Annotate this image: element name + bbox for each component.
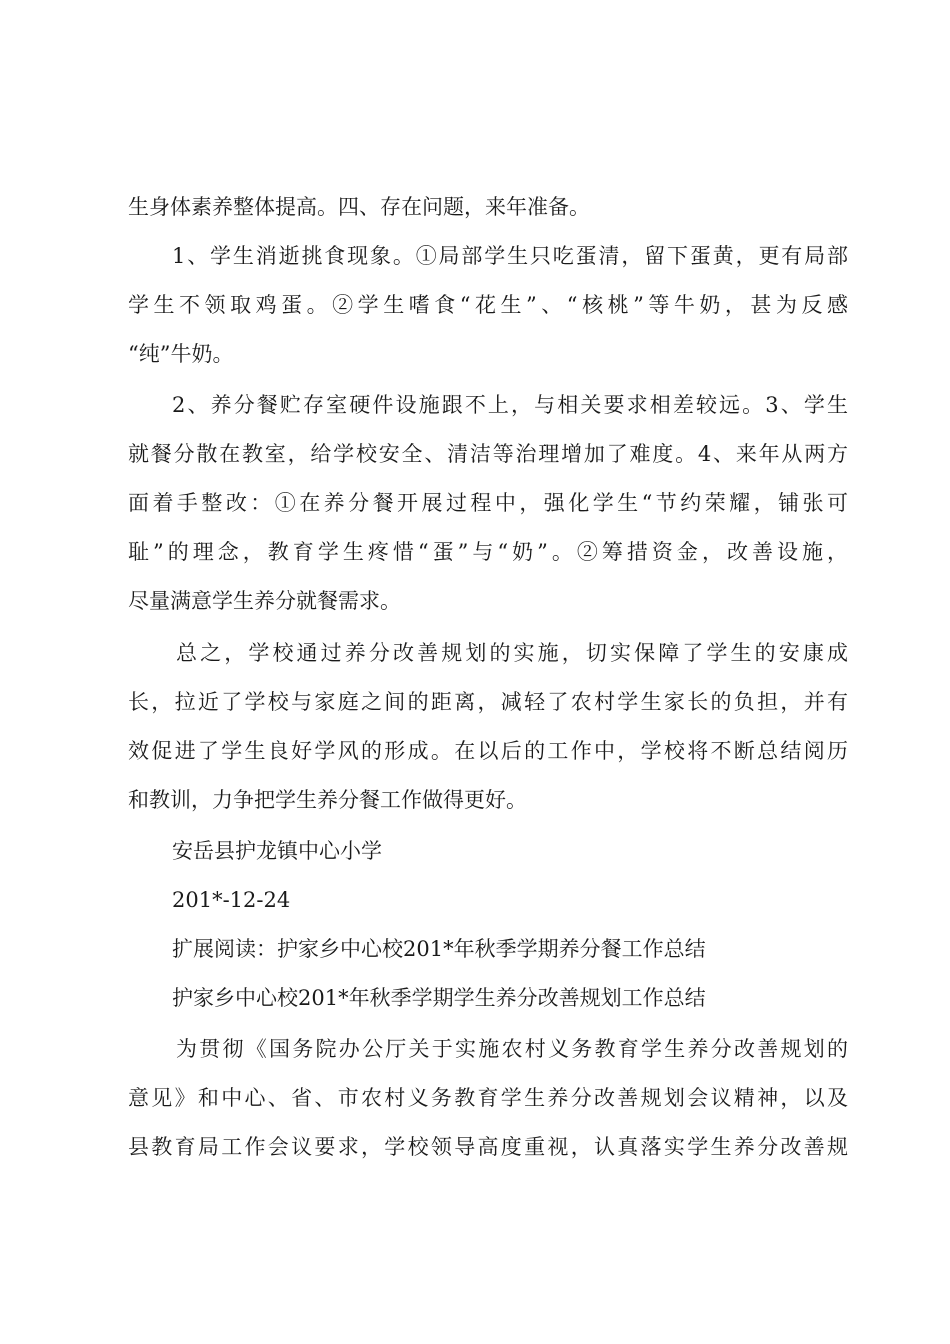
paragraph-line: 2、养分餐贮存室硬件设施跟不上，与相关要求相差较远。3、学生 — [172, 393, 848, 417]
paragraph-line: 学生不领取鸡蛋。②学生嗜食“花生”、“核桃”等牛奶，甚为反感 — [128, 293, 848, 317]
paragraph-line: 总之，学校通过养分改善规划的实施，切实保障了学生的安康成 — [176, 641, 848, 665]
paragraph-line: 意见》和中心、省、市农村义务教育学生养分改善规划会议精神，以及 — [128, 1086, 848, 1110]
section-title: 护家乡中心校201*年秋季学期学生养分改善规划工作总结 — [172, 986, 706, 1010]
signature-date: 201*-12-24 — [172, 888, 291, 912]
paragraph-line: 面着手整改：①在养分餐开展过程中，强化学生“节约荣耀，铺张可 — [128, 491, 848, 515]
paragraph-line: 1、学生消逝挑食现象。①局部学生只吃蛋清，留下蛋黄，更有局部 — [172, 244, 848, 268]
signature-school: 安岳县护龙镇中心小学 — [172, 839, 382, 863]
paragraph-line: 耻”的理念，教育学生疼惜“蛋”与“奶”。②筹措资金，改善设施， — [128, 540, 848, 564]
paragraph-line: 尽量满意学生养分就餐需求。 — [128, 589, 401, 613]
paragraph-line: 长，拉近了学校与家庭之间的距离，减轻了农村学生家长的负担，并有 — [128, 690, 848, 714]
paragraph-line: 为贯彻《国务院办公厅关于实施农村义务教育学生养分改善规划的 — [176, 1037, 848, 1061]
extended-reading-title: 扩展阅读：护家乡中心校201*年秋季学期养分餐工作总结 — [172, 937, 706, 961]
paragraph-line: 和教训，力争把学生养分餐工作做得更好。 — [128, 788, 527, 812]
paragraph-line: “纯”牛奶。 — [128, 342, 234, 366]
paragraph-line: 就餐分散在教室，给学校安全、清洁等治理增加了难度。4、来年从两方 — [128, 442, 848, 466]
paragraph-line: 县教育局工作会议要求，学校领导高度重视，认真落实学生养分改善规 — [128, 1135, 848, 1159]
paragraph-line: 生身体素养整体提高。四、存在问题，来年准备。 — [128, 195, 590, 219]
paragraph-line: 效促进了学生良好学风的形成。在以后的工作中，学校将不断总结阅历 — [128, 739, 848, 763]
